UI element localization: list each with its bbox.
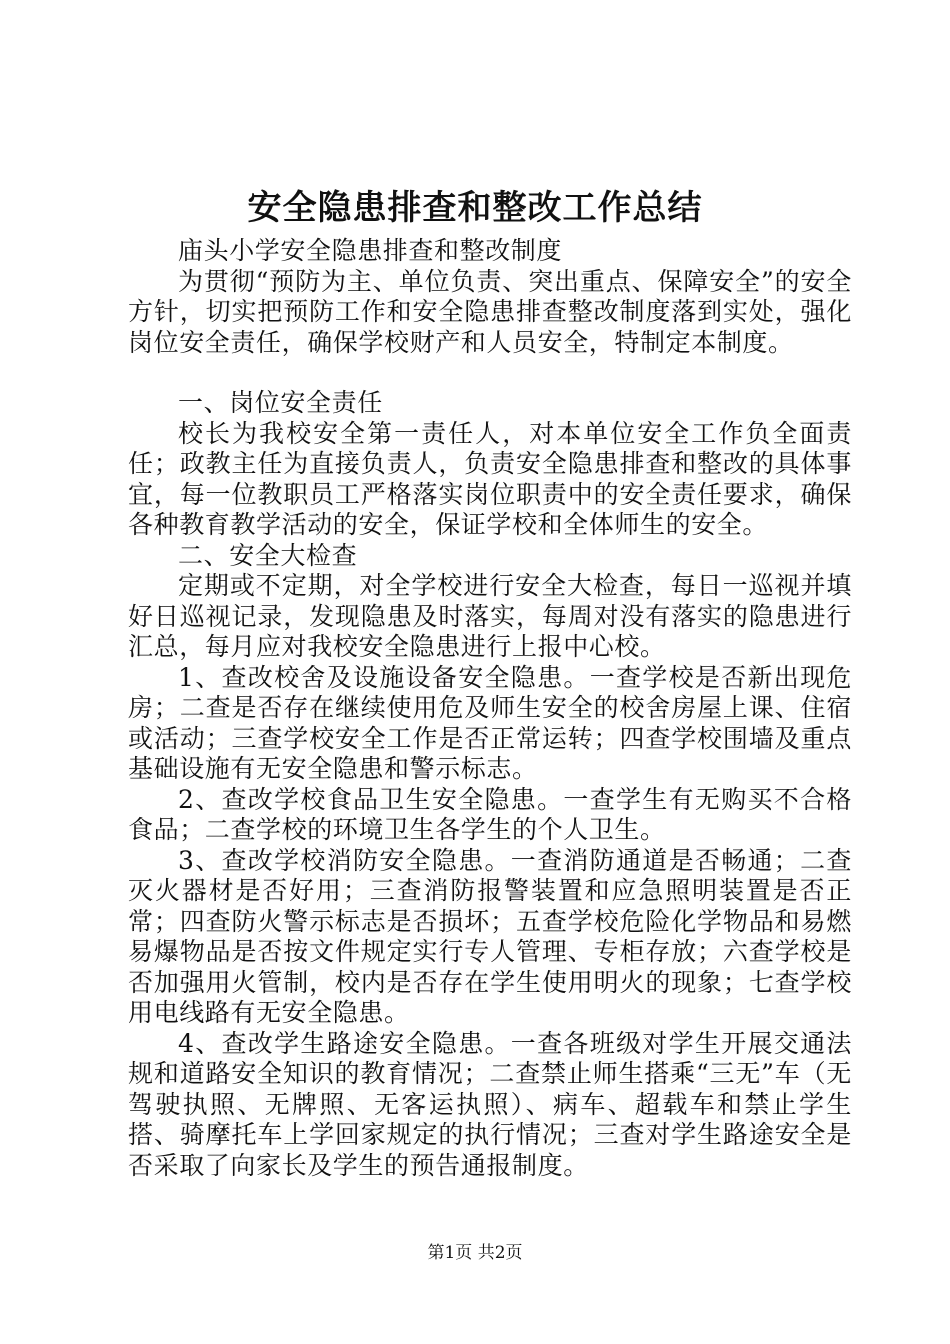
paragraph-item-2: 2、查改学校食品卫生安全隐患。一查学生有无购买不合格食品；二查学校的环境卫生各学生的个人卫生。 xyxy=(128,784,852,844)
section-heading-1: 一、岗位安全责任 xyxy=(178,388,383,417)
page-footer: 第1页 共2页 xyxy=(427,1243,523,1263)
section-heading-2: 二、安全大检查 xyxy=(178,540,358,570)
document-title: 安全隐患排查和整改工作总结 xyxy=(247,188,703,228)
paragraph-inspection: 定期或不定期，对全学校进行安全大检查，每日一巡视并填好日巡视记录，发现隐患及时落实，每周对没有落实的隐患进行汇总，每月应对我校安全隐患进行上报中心校。 xyxy=(128,571,852,661)
paragraph-subtitle: 庙头小学安全隐患排查和整改制度 xyxy=(178,236,563,265)
document-body xyxy=(128,236,852,1181)
paragraph-intro: 为贯彻“预防为主、单位负责、突出重点、保障安全”的安全方针，切实把预防工作和安全隐患排查整改制度落到实处，强化岗位安全责任，确保学校财产和人员安全，特制定本制度。 xyxy=(128,266,852,357)
paragraph-item-3: 3、查改学校消防安全隐患。一查消防通道是否畅通；二查灭火器材是否好用；三查消防报警装置和应急照明装置是否正常；四查防火警示标志是否损坏；五查学校危险化学物品和易燃易爆物品是否按文件规定实行专人管理、专柜存放；六查学校是否加强用火管制，校内是否存在学生使用明火的现象；七查学校用电线路有无安全隐患。 xyxy=(128,845,852,1027)
paragraph-item-4: 4、查改学生路途安全隐患。一查各班级对学生开展交通法规和道路安全知识的教育情况；二查禁止师生搭乘“三无”车（无驾驶执照、无牌照、无客运执照）、病车、超载车和禁止学生搭、骑摩托车上学回家规定的执行情况；三查对学生路途安全是否采取了向家长及学生的预告通报制度。 xyxy=(128,1028,852,1180)
paragraph-responsibility: 校长为我校安全第一责任人，对本单位安全工作负全面责任；政教主任为直接负责人，负责安全隐患排查和整改的具体事宜，每一位教职员工严格落实岗位职责中的安全责任要求，确保各种教育教学活动的安全，保证学校和全体师生的安全。 xyxy=(128,418,852,539)
paragraph-item-1: 1、查改校舍及设施设备安全隐患。一查学校是否新出现危房；二查是否存在继续使用危及师生安全的校舍房屋上课、住宿或活动；三查学校安全工作是否正常运转；四查学校围墙及重点基础设施有无安全隐患和警示标志。 xyxy=(128,662,852,783)
